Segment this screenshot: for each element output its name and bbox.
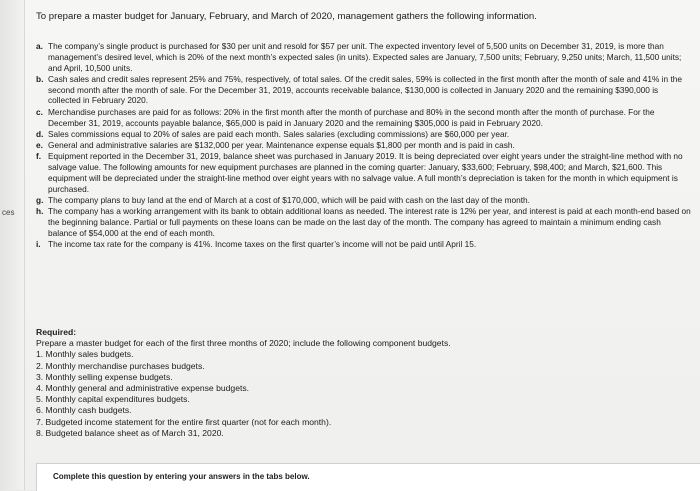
list-item xyxy=(36,151,692,194)
required-item: 5. Monthly capital expenditures budgets. xyxy=(36,394,190,405)
list-item xyxy=(36,41,692,73)
item-letter: b. xyxy=(36,73,44,84)
list-item xyxy=(36,107,692,129)
required-intro: Prepare a master budget for each of the first three months of 2020; include the following component budgets. xyxy=(36,338,451,349)
item-letter: i. xyxy=(36,239,41,250)
answer-tabs-panel xyxy=(36,463,700,491)
item-letter: h. xyxy=(36,206,44,217)
list-item xyxy=(36,239,692,250)
item-text: The company has a working arrangement with its bank to obtain additional loans as needed. The interest rate is 12% per year, and interest is paid at each month-end based on the beginning balance. Partial or full payments on these loans can be made on the last day of the month. The company has agreed to maintain a minimum ending cash balance of $54,000 at the end of each month. xyxy=(48,206,691,239)
item-letter: e. xyxy=(36,140,43,151)
required-item: 7. Budgeted income statement for the entire first quarter (not for each month). xyxy=(36,416,332,427)
required-item: 1. Monthly sales budgets. xyxy=(36,349,134,360)
information-list xyxy=(36,41,692,251)
item-text: The company plans to buy land at the end of March at a cost of $170,000, which will be paid with cash on the last day of the month. xyxy=(48,195,530,206)
item-text: The income tax rate for the company is 41%. Income taxes on the first quarter’s income will not be paid until April 15. xyxy=(48,239,477,250)
required-item: 3. Monthly selling expense budgets. xyxy=(36,371,173,382)
item-letter: f. xyxy=(36,151,42,162)
item-text: Sales commissions equal to 20% of sales are paid each month. Sales salaries (excluding commissions) are $60,000 per year. xyxy=(48,128,510,139)
list-item xyxy=(36,74,692,106)
item-text: The company’s single product is purchased for $30 per unit and resold for $57 per unit. The expected inventory level of 5,500 units on December 31, 2019, is more than management’s desired level, which is 20% of the next month’s expected sales (in units). Expected sales are January, 7,500 units; February, 9,250 units; March, 11,500 units; and April, 10,500 units. xyxy=(48,41,682,73)
list-item xyxy=(36,206,692,238)
required-item: 8. Budgeted balance sheet as of March 31, 2020. xyxy=(36,427,224,438)
problem-intro: To prepare a master budget for January, February, and March of 2020, management gathers the following information. xyxy=(36,11,537,22)
side-panel-edge xyxy=(0,0,25,490)
required-list xyxy=(36,349,636,439)
item-text: Merchandise purchases are paid for as follows: 20% in the first month after the month of purchase and 80% in the second month after the month of purchase. For the December 31, 2019, accounts payable balance, $65,000 is paid in January 2020 and the remaining $305,000 is paid in February 2020. xyxy=(48,106,655,128)
list-item xyxy=(36,140,692,151)
item-letter: d. xyxy=(36,128,44,139)
item-text: Cash sales and credit sales represent 25% and 75%, respectively, of total sales. Of the credit sales, 59% is collected in the first month after the month of sale and 41% in the second month after the month of sale. For the December 31, 2019, accounts receivable balance, $130,000 is collected in January 2020 and the remaining $390,000 is collected in February 2020. xyxy=(48,73,682,106)
item-letter: c. xyxy=(36,106,43,117)
instruction-text: Complete this question by entering your answers in the tabs below. xyxy=(53,472,310,481)
item-text: Equipment reported in the December 31, 2019, balance sheet was purchased in January 2019. It is being depreciated over eight years under the straight-line method with no salvage value. The following amounts for new equipment purchases are planned in the coming quarter: January, $33,600; February, $98,400; and March, $21,600. This equipment will be depreciated under the straight-line method over eight years with no salvage value. A full month’s depreciation is taken for the month in which equipment is purchased. xyxy=(48,151,683,194)
item-text: General and administrative salaries are $132,000 per year. Maintenance expense equals $1,800 per month and is paid in cash. xyxy=(48,140,515,151)
item-letter: a. xyxy=(36,41,43,51)
required-section xyxy=(36,327,636,439)
side-label: ces xyxy=(2,208,15,217)
list-item xyxy=(36,195,692,206)
required-item: 2. Monthly merchandise purchases budgets. xyxy=(36,360,205,371)
list-item xyxy=(36,129,692,140)
required-heading: Required: xyxy=(36,327,77,337)
item-letter: g. xyxy=(36,195,44,206)
required-item: 4. Monthly general and administrative expense budgets. xyxy=(36,383,250,394)
required-item: 6. Monthly cash budgets. xyxy=(36,405,132,416)
